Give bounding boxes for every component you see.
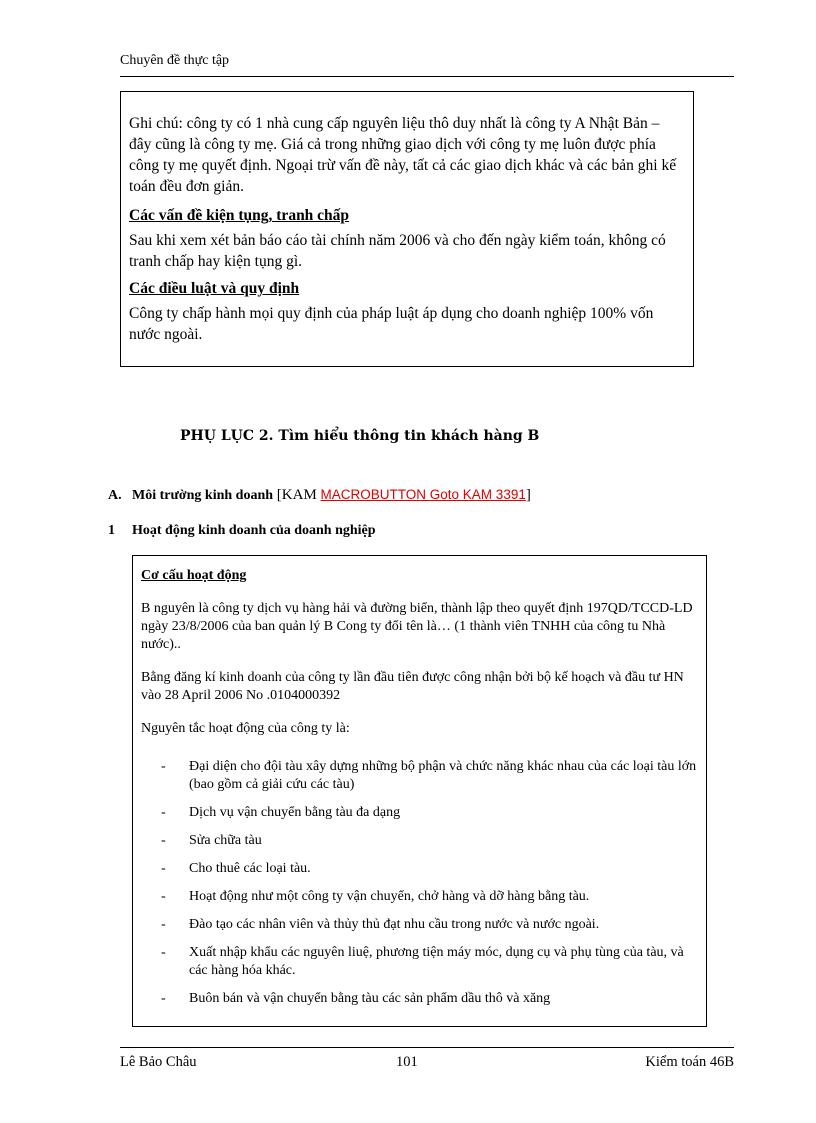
operations-paragraph-1: B nguyên là công ty dịch vụ hàng hải và đường biển, thành lập theo quyết định 197QD/TCCD-LD ngày 23/8/2006 của ban quản lý B Cong ty đổi tên là… (1 thành viên TNHH của công tu Nhà nước).. [141, 601, 693, 652]
kam-bracket-close: ] [525, 487, 531, 503]
footer-course: Kiểm toán 46B [645, 1054, 734, 1070]
section-1-heading [108, 523, 376, 539]
list-item: - Đại diện cho đội tàu xây dựng những bộ phận và chức năng khác nhau của các loại tàu lớn (bao gồm cả giải cứu các tàu) [141, 758, 698, 794]
kam-macro-link[interactable]: MACROBUTTON Goto KAM 3391 [320, 487, 526, 502]
section-a-heading [108, 487, 531, 504]
section-a-label: A. [108, 488, 122, 503]
list-item: - Dịch vụ vận chuyển bằng tàu đa dạng [141, 804, 698, 822]
list-item: - Hoạt động như một công ty vận chuyển, chở hàng và dỡ hàng bằng tàu. [141, 888, 698, 906]
disputes-paragraph: Sau khi xem xét bản báo cáo tài chính năm 2006 và cho đến ngày kiểm toán, không có tranh chấp hay kiện tụng gì. [129, 232, 666, 270]
operations-box [132, 555, 707, 1027]
regulations-heading: Các điều luật và quy định [129, 280, 300, 297]
footer-page-number: 101 [396, 1054, 418, 1070]
notes-box [120, 91, 694, 367]
list-item: - Sửa chữa tàu [141, 832, 698, 850]
footer-divider [120, 1047, 734, 1048]
section-1-number: 1 [108, 523, 115, 538]
list-item: - Buôn bán và vận chuyển bằng tàu các sản phẩm dầu thô và xăng [141, 990, 698, 1008]
footer-author: Lê Bảo Châu [120, 1054, 197, 1070]
operations-paragraph-3: Nguyên tắc hoạt động của công ty là: [141, 721, 350, 736]
page-header-title: Chuyên đề thực tập [120, 53, 230, 68]
list-item: - Xuất nhập khẩu các nguyên liuệ, phương tiện máy móc, dụng cụ và phụ tùng của tàu, và các hàng hóa khác. [141, 944, 698, 980]
kam-bracket-open: [KAM [273, 487, 321, 503]
header-divider [120, 76, 734, 77]
disputes-heading: Các vấn đề kiện tụng, tranh chấp [129, 207, 350, 224]
operations-heading: Cơ cấu hoạt động [141, 568, 247, 583]
note-paragraph: Ghi chú: công ty có 1 nhà cung cấp nguyên liệu thô duy nhất là công ty A Nhật Bản – đây cũng là công ty mẹ. Giá cả trong những giao dịch với công ty mẹ luôn được phía công ty mẹ quyết định. Ngoại trừ vấn đề này, tất cả các giao dịch khác và các bản ghi kế toán đều đơn giản. [129, 115, 677, 195]
list-item: - Cho thuê các loại tàu. [141, 860, 698, 878]
list-item: - Đào tạo các nhân viên và thủy thủ đạt nhu cầu trong nước và nước ngoài. [141, 916, 698, 934]
operations-paragraph-2: Bằng đăng kí kinh doanh của công ty lần đầu tiên được công nhận bởi bộ kế hoạch và đầu tư HN vào 28 April 2006 No .0104000392 [141, 670, 684, 703]
regulations-paragraph: Công ty chấp hành mọi quy định của pháp luật áp dụng cho doanh nghiệp 100% vốn nước ngoài. [129, 305, 654, 343]
appendix-title: PHỤ LỤC 2. Tìm hiểu thông tin khách hàng B [180, 428, 540, 444]
section-a-title: Môi trường kinh doanh [132, 488, 274, 503]
principles-list [141, 758, 698, 1008]
section-1-title: Hoạt động kinh doanh của doanh nghiệp [132, 523, 376, 538]
